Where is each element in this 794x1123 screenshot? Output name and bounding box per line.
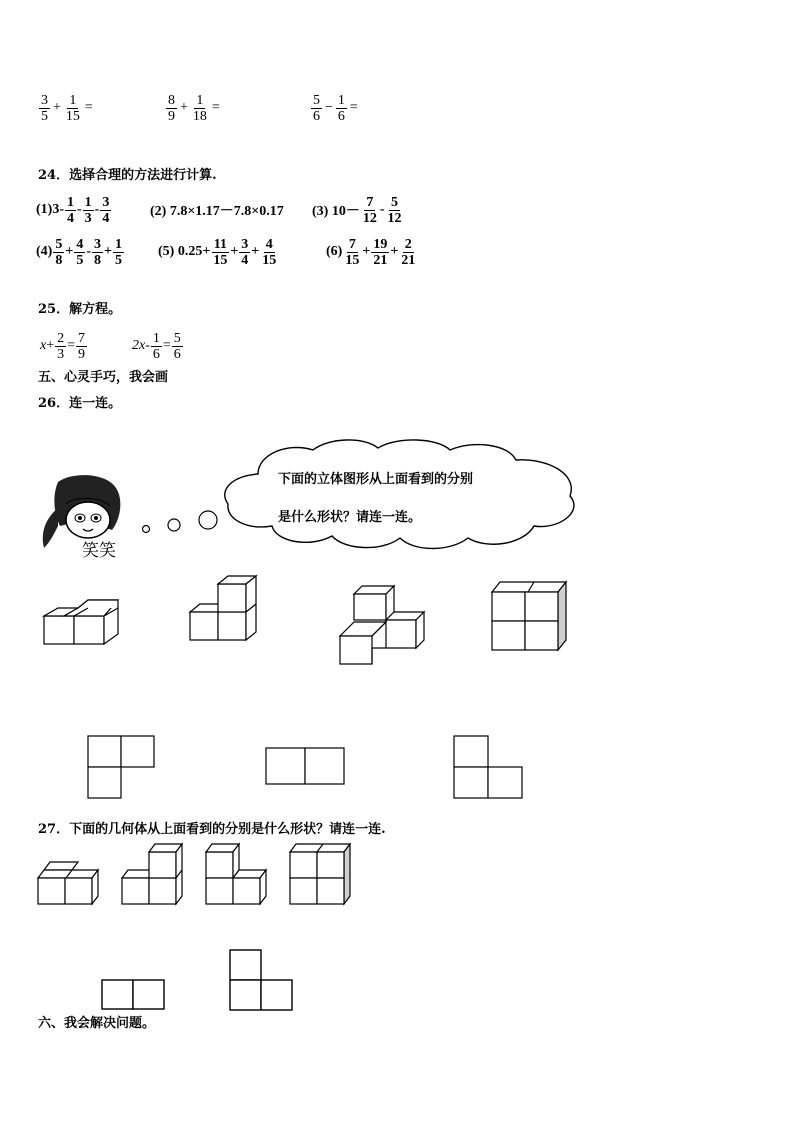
- section-5-heading: 五、心灵手巧，我会画: [38, 370, 169, 385]
- q25-equation-1: x + $\frac{2}{3}$ = $\frac{7}{9}$: [40, 330, 86, 362]
- q26-solid-3: [336, 578, 432, 668]
- q27-title: 27．下面的几何体从上面看到的分别是什么形状？请连一连.: [38, 822, 386, 837]
- q27-solid-4: [288, 842, 354, 908]
- q24-part3: (3) 10－ $\frac{7}{12}$ - $\frac{5}{12}$: [312, 194, 402, 226]
- q26-solid-2: [186, 568, 266, 644]
- thought-bubbles: [140, 508, 220, 538]
- q27-solid-1: [36, 858, 102, 908]
- q25-title: 25．解方程。: [38, 302, 122, 317]
- q26-top-view-c: [452, 734, 526, 800]
- q23-expr-1: $\frac{3}{5}$ + $\frac{1}{15}$ =: [41, 92, 93, 124]
- q24-title: 24．选择合理的方法进行计算.: [38, 168, 217, 183]
- q26-solid-4: [488, 578, 572, 652]
- cloud-text-line-1: 下面的立体图形从上面看到的分别: [278, 472, 474, 487]
- q26-top-view-b: [264, 746, 348, 788]
- q24-part5: (5) 0.25+ $\frac{11}{15}$ + $\frac{3}{4}$ + $\frac{4}{15}$: [158, 236, 277, 268]
- speech-cloud: [218, 434, 582, 554]
- q27-solid-3: [204, 842, 270, 908]
- q26-title: 26．连一连。: [38, 396, 122, 411]
- q23-expr-3: $\frac{5}{6}$ − $\frac{1}{6}$ =: [313, 92, 358, 124]
- section-6-heading: 六、我会解决问题。: [38, 1016, 156, 1031]
- q24-part1: (1)3- $\frac{1}{4}$ - $\frac{1}{3}$ - $\frac{3}{4}$: [36, 194, 110, 226]
- q24-part2: (2) 7.8×1.17－7.8×0.17: [150, 204, 284, 219]
- q26-top-view-a: [86, 734, 158, 800]
- q26-solid-1: [40, 586, 130, 648]
- q25-equation-2: 2x - $\frac{1}{6}$ = $\frac{5}{6}$: [132, 330, 181, 362]
- q24-part4: (4) $\frac{5}{8}$ + $\frac{4}{5}$ - $\frac{3}{8}$ + $\frac{1}{5}$: [36, 236, 122, 268]
- girl-caption: 笑笑: [82, 541, 116, 561]
- cloud-text-line-2: 是什么形状？请连一连。: [278, 510, 422, 525]
- q24-part6: (6) $\frac{7}{15}$ + $\frac{19}{21}$ + $\frac{2}{21}$: [326, 236, 416, 268]
- q27-top-view-a: [100, 978, 168, 1012]
- q27-solid-2: [120, 842, 186, 908]
- q27-top-view-b: [228, 948, 296, 1012]
- q23-expr-2: $\frac{8}{9}$ + $\frac{1}{18}$ =: [168, 92, 220, 124]
